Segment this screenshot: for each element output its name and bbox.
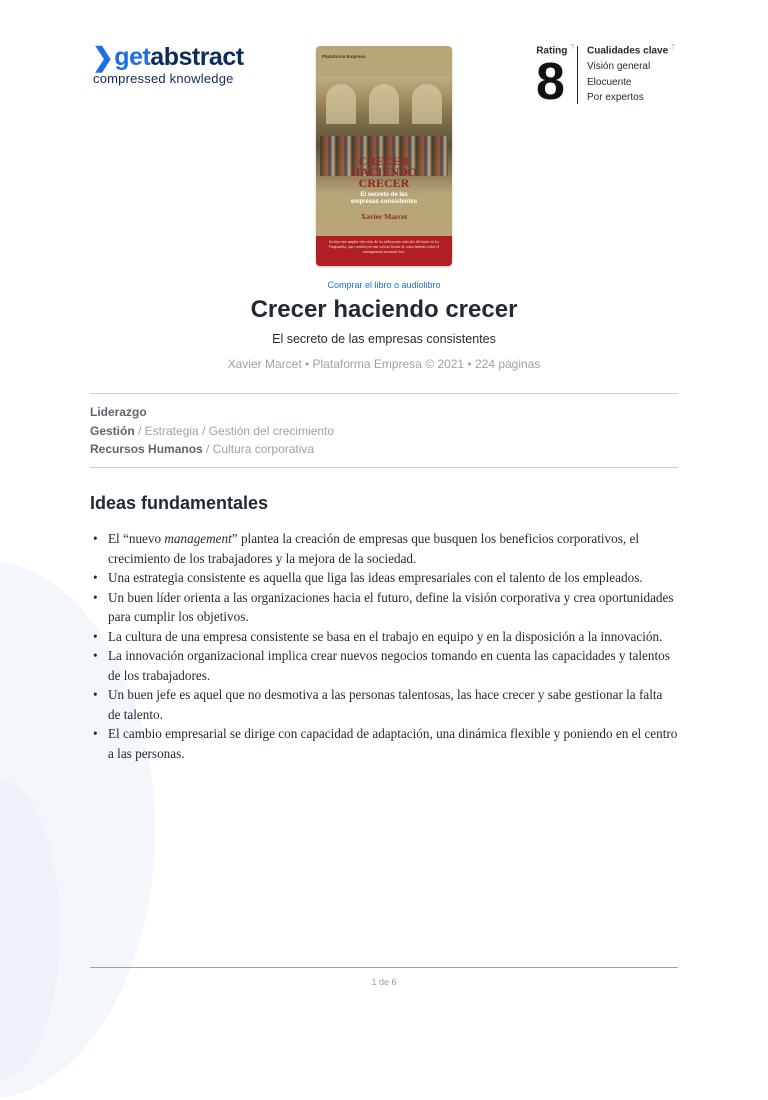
book-meta: Xavier Marcet • Plataforma Empresa © 2021 • 224 páginas bbox=[227, 357, 541, 371]
cover-title-line: CRECER bbox=[358, 176, 410, 190]
cover-publisher: Plataforma Empresa bbox=[322, 54, 366, 59]
idea-text: Un buen jefe es aquel que no desmotiva a las personas talentosas, las hace crecer y sabe gestionar la falta de talento. bbox=[108, 687, 663, 722]
list-item bbox=[90, 724, 678, 763]
idea-text: El cambio empresarial se dirige con capacidad de adaptación, una dinámica flexible y poniendo en el centro a las personas. bbox=[108, 726, 678, 761]
rating-divider bbox=[577, 46, 578, 104]
painting-arch-left bbox=[326, 84, 356, 124]
quality-item: Visión general bbox=[587, 61, 651, 73]
book-title: Crecer haciendo crecer bbox=[250, 296, 518, 323]
painting-arch-center bbox=[369, 84, 399, 124]
bullet: • bbox=[93, 589, 98, 605]
category-main[interactable]: Liderazgo bbox=[90, 405, 147, 419]
bullet: • bbox=[93, 726, 98, 741]
quality-item: Elocuente bbox=[587, 76, 632, 88]
list-item bbox=[90, 529, 678, 568]
logo-text-abstract: abstract bbox=[150, 43, 244, 71]
list-item bbox=[90, 646, 678, 685]
idea-text-italic: management bbox=[164, 531, 232, 546]
cover-subtitle-line: empresas consistentes bbox=[350, 199, 418, 205]
chevron-right-icon: ❯ bbox=[92, 42, 114, 72]
idea-text-part: El “nuevo bbox=[108, 531, 165, 546]
divider-bottom bbox=[90, 467, 678, 468]
book-subtitle: El secreto de las empresas consistentes bbox=[272, 332, 496, 346]
category-sub[interactable]: / Estrategia / Gestión del crecimiento bbox=[134, 423, 335, 438]
bullet: • bbox=[93, 570, 98, 585]
book-cover[interactable] bbox=[316, 46, 452, 266]
key-qualities-title-text: Cualidades clave bbox=[587, 45, 669, 57]
key-qualities-title bbox=[587, 44, 675, 56]
key-qualities bbox=[587, 44, 675, 106]
idea-text: La innovación organizacional implica crear nuevos negocios tomando en cuenta las capacidades y talentos de los trabajadores. bbox=[108, 648, 670, 683]
idea-text: Una estrategia consistente es aquella que liga las ideas empresariales con el talento de los empleados. bbox=[108, 570, 643, 585]
cover-title-line: CRECER bbox=[358, 154, 410, 168]
cover-title-line: HACIENDO bbox=[350, 165, 417, 179]
logo-text-get: get bbox=[114, 43, 151, 71]
category-row bbox=[90, 403, 334, 422]
list-item bbox=[90, 588, 678, 627]
list-item bbox=[90, 568, 678, 588]
rating-value: 8 bbox=[536, 53, 565, 111]
footer-divider bbox=[90, 967, 678, 968]
ideas-list bbox=[90, 529, 678, 763]
getabstract-logo[interactable] bbox=[92, 44, 244, 86]
category-main[interactable]: Recursos Humanos bbox=[90, 442, 203, 456]
bullet: • bbox=[93, 628, 98, 644]
qualities-info-icon[interactable]: ? bbox=[670, 44, 675, 51]
quality-item: Por expertos bbox=[587, 92, 644, 104]
ideas-heading: Ideas fundamentales bbox=[90, 493, 269, 513]
buy-book-link[interactable]: Comprar el libro o audiolibro bbox=[327, 280, 441, 290]
bullet: • bbox=[93, 531, 98, 546]
cover-title bbox=[316, 156, 452, 189]
category-main[interactable]: Gestión bbox=[90, 423, 135, 438]
idea-text: Un buen líder orienta a las organizaciones hacia el futuro, define la visión corporativa y crea oportunidades para cumplir los objetivos. bbox=[108, 589, 674, 624]
divider-top bbox=[90, 393, 678, 394]
cover-red-band bbox=[316, 236, 452, 266]
rating-label-text: Rating bbox=[536, 45, 568, 57]
bullet: • bbox=[93, 648, 98, 663]
logo-wordmark bbox=[92, 44, 244, 70]
list-item bbox=[90, 685, 678, 724]
page-number: 1 de 6 bbox=[371, 977, 397, 987]
painting-arch-right bbox=[412, 84, 442, 124]
cover-subtitle bbox=[316, 192, 452, 206]
cover-band-text: Incluye una amplia selección de los influyentes artículos del autor en La Vanguardia, que constituyen una valiosa fuente de conocimiento sobre el management necesario hoy bbox=[328, 240, 440, 254]
logo-tagline: compressed knowledge bbox=[93, 71, 234, 86]
category-row bbox=[90, 422, 334, 441]
idea-text-part: ” plantea la creación de empresas que busquen los beneficios corporativos, el crecimiento de los trabajadores y la mejora de la sociedad. bbox=[108, 531, 639, 566]
categories bbox=[90, 403, 334, 459]
list-item bbox=[90, 627, 678, 647]
cover-subtitle-line: El secreto de las bbox=[360, 192, 408, 198]
cover-author: Xavier Marcet bbox=[360, 212, 408, 221]
idea-text: La cultura de una empresa consistente se basa en el trabajo en equipo y en la disposición a la innovación. bbox=[108, 628, 663, 644]
rating-info-icon[interactable]: ? bbox=[570, 44, 574, 51]
bullet: • bbox=[93, 687, 98, 702]
category-row bbox=[90, 440, 334, 459]
category-sub[interactable]: / Cultura corporativa bbox=[202, 442, 315, 456]
